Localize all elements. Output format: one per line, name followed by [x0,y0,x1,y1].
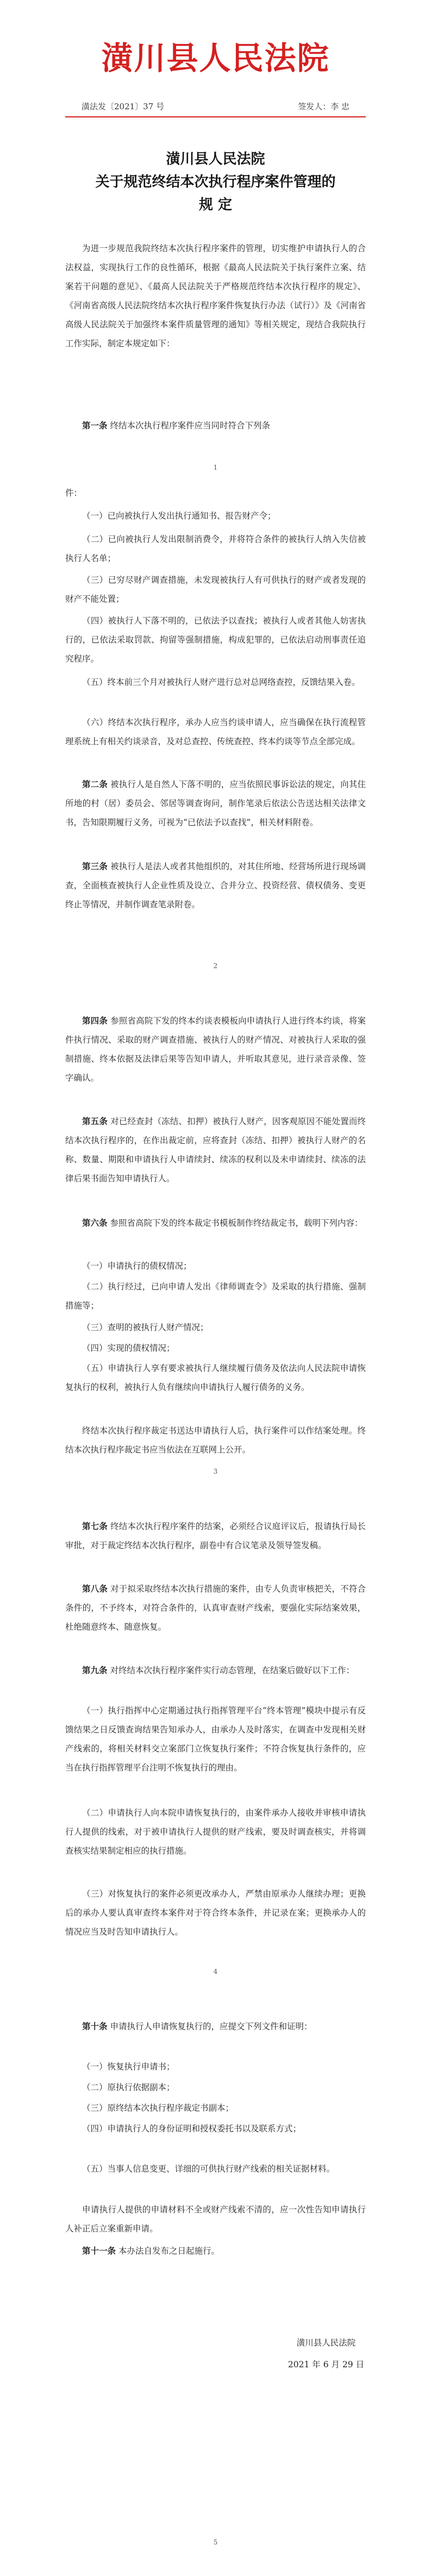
intro-paragraph: 为进一步规范我院终结本次执行程序案件的管理，切实维护申请执行人的合法权益，实现执行工作的良性循环，根据《最高人民法院关于执行案件立案、结案若干问题的意见》、《最高人民法院关于严格规范终结本次执行程序的规定》、《河南省高级人民法院终结本次执行程序案件恢复执行办法（试行）》及《河南省高级人民法院关于加强终本案件质量管理的通知》等相关规定，现结合我院执行工作实际，制定本规定如下： [65,244,366,348]
article-text: 对于拟采取终结本次执行措施的案件，由专人负责审核把关，不符合条件的，不予终本，对符合条件的，认真审查财产线索，要强化实际结案效果，杜绝随意终本、随意恢复。 [65,1584,366,1632]
red-divider [65,116,366,117]
article-9-item-3: （三）对恢复执行的案件必须更改承办人，严禁由原承办人继续办理；更换后的承办人要认真审查终本案件对于符合终本条件，并记录在案；更换承办人的情况应当及时告知申请执行人。 [65,1889,366,1937]
article-10-tail: 申请执行人提供的申请材料不全或财产线索不清的，应一次性告知申请执行人补正后立案重新申请。 [65,2205,366,2234]
article-6-item-3: （三）查明的被执行人财产情况； [82,1323,209,1332]
article-label: 第四条 [82,1015,108,1026]
article-label: 第九条 [82,1665,108,1675]
article-text: 对已经查封（冻结、扣押）被执行人财产，因客观原因不能处置而终结本次执行程序的，在作出裁定前，应将查封（冻结、扣押）被执行人财产的名称、数量、期限和申请执行人申请续封、续冻的权利以及未申请续封、续冻的法律后果书面告知申请执行人。 [65,1117,366,1183]
article-10 [65,2017,366,2036]
document-number: 潢法发〔2021〕37 号 [82,102,165,111]
article-10-item-3: （三）原终结本次执行程序裁定书副本； [82,2103,234,2113]
article-1-item-4: （四）被执行人下落不明的，已依法予以查找；被执行人或者其他人妨害执行的，已依法采取罚款、拘留等强制措施，构成犯罪的，已依法启动刑事责任追究程序。 [65,616,366,664]
signature-org: 潢川县人民法院 [296,2338,356,2348]
article-8 [65,1579,366,1637]
article-5 [65,1112,366,1188]
masthead-title: 潢川县人民法院 [101,40,330,77]
article-10-item-2: （二）原执行依据副本； [82,2082,175,2092]
article-label: 第七条 [82,1521,108,1531]
article-10-item-4: （四）申请执行人的身份证明和授权委托书以及联系方式； [82,2124,302,2134]
article-9 [65,1661,366,1680]
article-label: 第一条 [82,420,108,431]
article-text: 申请执行人申请恢复执行的，应提交下列文件和证明： [110,2022,313,2031]
article-label: 第六条 [82,1218,108,1228]
article-text: 被执行人是自然人下落不明的，应当依照民事诉讼法的规定，向其住所地的村（居）委员会、邻居等调查询问，制作笔录后依法公告送达相关法律文书，告知限期履行义务，可视为“已依法予以查找”，相关材料附卷。 [65,779,366,827]
article-1-item-6: （六）终结本次执行程序，承办人应当约谈申请人，应当确保在执行流程管理系统上有相关约谈录音，及对总查控、传统查控、终本约谈等节点全部完成。 [65,718,366,746]
article-4 [65,1011,366,1088]
article-1-item-3: （三）已穷尽财产调查措施，未发现被执行人有可供执行的财产或者发现的财产不能处置； [65,575,366,604]
signature-date: 2021 年 6 月 29 日 [288,2360,365,2369]
signature-block [272,2332,380,2375]
article-label: 第十一条 [82,2246,116,2256]
doc-title-line3: 规 定 [198,197,233,213]
article-6 [65,1213,366,1233]
page-number: 5 [213,2538,218,2546]
page-number: 2 [213,962,218,970]
article-text: 本办法自发布之日起施行。 [118,2246,220,2256]
article-1 [65,416,366,435]
page-number: 3 [213,1468,218,1475]
article-9-item-1: （一）执行指挥中心定期通过执行指挥管理平台“终本管理”模块中提示有反馈结果之日反馈查询结果告知承办人，由承办人及时落实，在调查中发现相关财产线索的，将相关材料交立案部门立恢复执行案件；不符合恢复执行条件的，应当在执行指挥管理平台注明不恢复执行的理由。 [65,1706,366,1773]
article-10-item-1: （一）恢复执行申请书； [82,2062,175,2072]
doc-title-line1: 潢川县人民法院 [166,151,265,167]
article-label: 第十条 [82,2021,108,2031]
article-label: 第八条 [82,1583,108,1594]
article-text: 被执行人是法人或者其他组织的，对其住所地、经营场所进行现场调查，全面核查被执行人企业性质及设立、合并分立、投资经营、债权债务、变更终止等情况，并制作调查笔录附卷。 [65,862,366,909]
doc-title-line2: 关于规范终结本次执行程序案件管理的 [95,174,336,190]
article-6-item-2: （二）执行经过，已向申请人发出《律师调查令》及采取的执行措施、强制措施等； [65,1282,366,1311]
article-6-item-4: （四）实现的债权情况； [82,1343,175,1353]
article-text: 终结本次执行程序案件的结案，必须经合议庭评议后，报请执行局长审批，对于裁定终结本次执行程序，副卷中有合议笔录及领导签发稿。 [65,1521,366,1550]
article-1-item-1: （一）已向被执行人发出执行通知书、报告财产令； [82,511,276,521]
page-number: 1 [213,464,218,471]
article-1-item-5: （五）终本前三个月对被执行人财产进行总对总网络查控，反馈结果入卷。 [82,677,360,687]
article-6-item-5: （五）申请执行人享有要求被执行人继续履行债务及依法向人民法院申请恢复执行的权利，被执行人负有继续向申请执行人履行债务的义务。 [65,1363,366,1392]
article-1-continued: 件： [65,488,83,498]
article-text: 终结本次执行程序案件应当同时符合下列条 [110,421,270,431]
article-7 [65,1517,366,1555]
article-3 [65,857,366,914]
article-text: 参照省高院下发的终本约谈表模板向申请执行人进行终本约谈，将案件执行情况、采取的财产调查措施、被执行人的财产情况、对被执行人采取的强制措施、终本依据及法律后果等告知申请人，并听取其意见，进行录音录像、签字确认。 [65,1016,366,1083]
article-6-tail: 终结本次执行程序裁定书送达申请执行人后，执行案件可以作结案处理。终结本次执行程序裁定书应当依法在互联网上公开。 [65,1426,366,1455]
article-1-item-2: （二）已向被执行人发出限制消费令，并将符合条件的被执行人纳入失信被执行人名单； [65,534,366,563]
article-11 [65,2241,366,2261]
signer: 签发人：李 忠 [298,102,349,111]
article-10-item-5: （五）当事人信息变更、详细的可供执行财产线索的相关证据材料。 [82,2164,335,2174]
article-9-item-2: （二）申请执行人向本院申请恢复执行的，由案件承办人接收并审核申请执行人提供的线索，对于被申请执行人提供的财产线索，要及时调查核实，并将调查核实结果制定相应的执行措施。 [65,1808,366,1856]
article-label: 第五条 [82,1116,108,1126]
article-label: 第二条 [82,779,108,789]
article-text: 对终结本次执行程序案件实行动态管理，在结案后做好以下工作： [110,1666,354,1675]
page-number: 4 [213,1968,218,1975]
article-label: 第三条 [82,861,108,871]
article-6-item-1: （一）申请执行的债权情况； [82,1261,192,1271]
article-2 [65,775,366,832]
article-text: 参照省高院下发的终本裁定书模板制作终结裁定书，载明下列内容： [110,1218,363,1228]
